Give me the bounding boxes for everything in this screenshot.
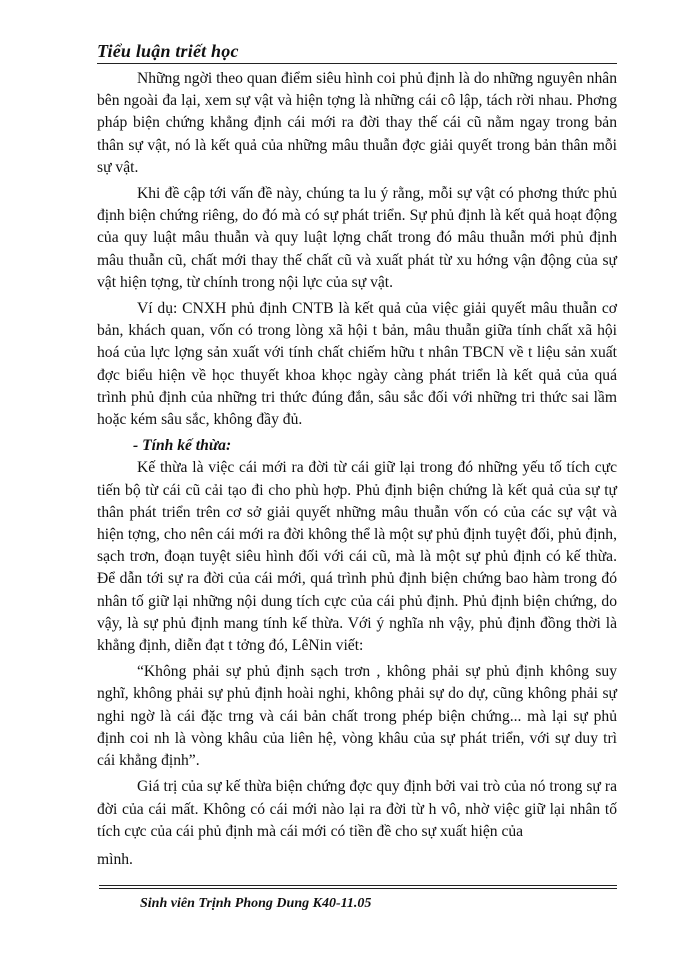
lenin-quote: “Không phải sự phủ định sạch trơn , không phải sự phủ định không suy nghĩ, không phải sự phủ định hoài nghi, không phải sự do dự, cũng không phải sự nghi ngờ là cái đặc trng và cái bản chất trong phép biện chứng... mà lại sự phủ định coi nh là vòng khâu của liên hệ, vòng khâu của sự phát triển, với sự duy trì cái khẳng định”. — [97, 663, 617, 770]
paragraph: Kế thừa là việc cái mới ra đời từ cái giữ lại trong đó những yếu tố tích cực tiến bộ từ cái cũ cải tạo đi cho phù hợp. Phủ định biện chứng là kết quả của sự tự thân phát triển trên cơ sở giải quyết những mâu thuẫn vốn có của các sự vật và hiện tợng, cho nên cái mới ra đời không thể là một sự phủ định tuyệt đối, phủ định, sạch trơn, đoạn tuyệt siêu hình đối với cái cũ, mà là một sự phủ định có kế thừa. Để dẫn tới sự ra đời của cái mới, quá trình phủ định biện chứng bao hàm trong đó nhân tố giữ lại những nội dung tích cực của cái phủ định. Phủ định biện chứng, do vậy, là sự phủ định mang tính kế thừa. Với ý nghĩa nh vậy, phủ định đồng thời là khẳng định, diễn đạt t tởng đó, LêNin viết: — [97, 459, 617, 655]
footer-rule-bottom — [99, 888, 617, 889]
paragraph: Ví dụ: CNXH phủ định CNTB là kết quả của việc giải quyết mâu thuẫn cơ bản, khách quan, vốn có trong lòng xã hội t bản, mâu thuẫn giữa tính chất xã hội hoá của lực lợng sản xuất với tính chất chiếm hữu t nhân TBCN về t liệu sản xuất đợc biểu hiện về học thuyết khoa khọc ngày càng phát triển là kết quả của quá trình phủ định của những tri thức đúng đắn, sâu sắc đối với những tri thức sai lầm hoặc kém sâu sắc, không đầy đủ. — [97, 300, 617, 429]
document-body — [97, 68, 617, 875]
paragraph-tail: mình. — [97, 850, 133, 868]
paragraph: Khi đề cập tới vấn đề này, chúng ta lu ý rằng, mỗi sự vật có phơng thức phủ định biện chứng riêng, do đó mà có sự phát triển. Sự phủ định là kết quả hoạt động của quy luật mâu thuẫn và quy luật lợng chất trong đó mâu thuẫn mới phủ định mâu thuẫn cũ, chất mới thay thế chất cũ và xuất phát từ xu hớng vận động của sự vật hiện tợng, từ chính trong nội lực của sự vật. — [97, 185, 617, 291]
footer-rule-top — [99, 885, 617, 886]
page-header — [97, 41, 617, 62]
header-title: Tiểu luận triết học — [97, 41, 239, 61]
paragraph: Giá trị của sự kế thừa biện chứng đợc quy định bởi vai trò của nó trong sự ra đời của cái mất. Không có cái mới nào lại ra đời từ h vô, nhờ việc giữ lại nhân tố tích cực của cái phủ định mà cái mới có tiền đề cho sự xuất hiện của — [97, 778, 617, 840]
subheading: - Tính kế thừa: — [133, 437, 232, 455]
page-footer: Sinh viên Trịnh Phong Dung K40-11.05 — [140, 896, 372, 911]
header-rule — [97, 63, 617, 64]
paragraph: Những ngời theo quan điểm siêu hình coi phủ định là do những nguyên nhân bên ngoài đa lại, xem sự vật và hiện tợng là những cái cô lập, tách rời nhau. Phơng pháp biện chứng khẳng định cái mới ra đời thay thế cái cũ nằm ngay trong bản thân sự vật, nó là kết quả của những mâu thuẫn đợc giải quyết trong bản thân mỗi sự vật. — [97, 70, 617, 176]
